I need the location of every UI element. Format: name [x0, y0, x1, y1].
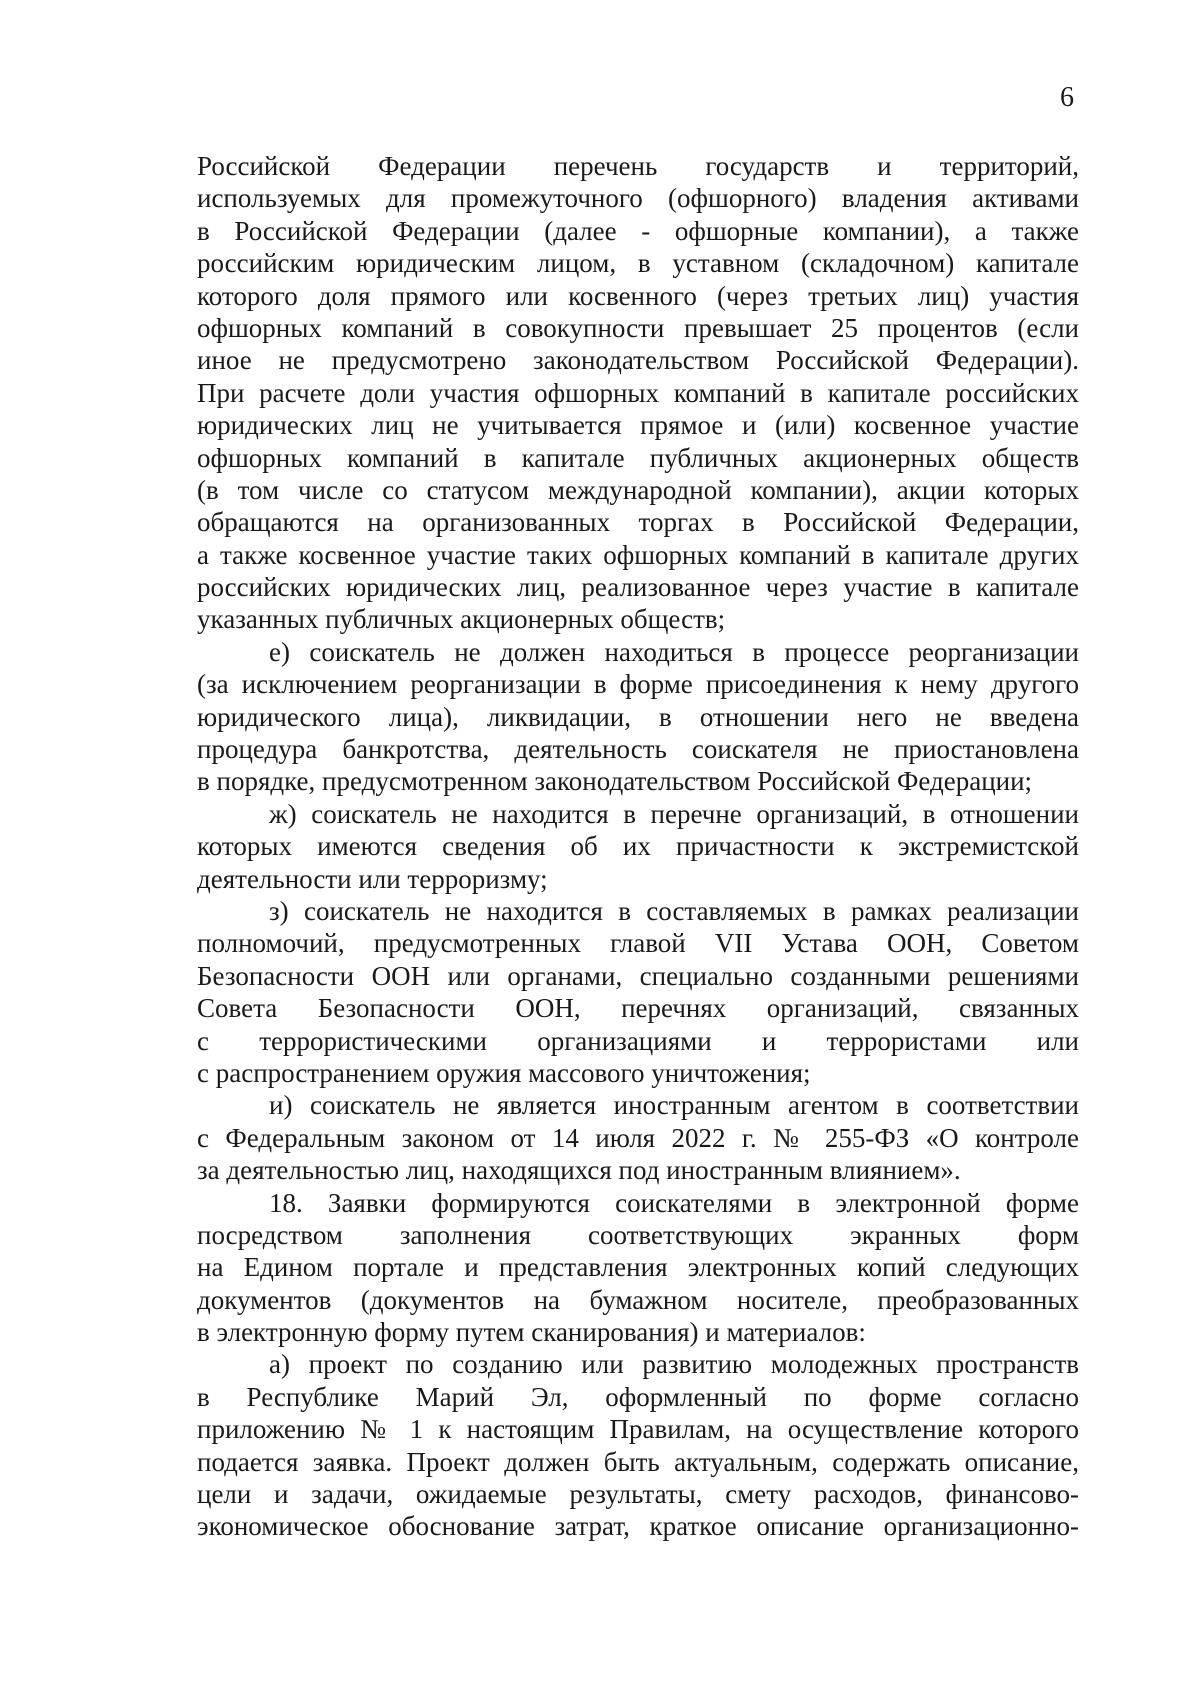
text-line: обращаются на организованных торгах в Российской Федерации, — [197, 507, 1079, 538]
text-line: которых имеются сведения об их причастности к экстремистской — [197, 831, 1079, 862]
text-line: полномочий, предусмотренных главой VII Устава ООН, Советом — [197, 928, 1079, 959]
text-line: подается заявка. Проект должен быть актуальным, содержать описание, — [197, 1446, 1079, 1477]
page-number: 6 — [1060, 82, 1074, 113]
text-line: российским юридическим лицом, в уставном (складочном) капитале — [197, 248, 1079, 279]
text-line: процедура банкротства, деятельность соискателя не приостановлена — [197, 734, 1079, 765]
text-line: а также косвенное участие таких офшорных компаний в капитале других — [197, 539, 1079, 570]
text-line: посредством заполнения соответствующих экранных форм — [197, 1219, 1079, 1250]
text-line: на Едином портале и представления электронных копий следующих — [197, 1252, 1079, 1283]
text-line: российских юридических лиц, реализованное через участие в капитале — [197, 572, 1079, 603]
text-line: (за исключением реорганизации в форме присоединения к нему другого — [197, 669, 1079, 700]
text-line: юридических лиц не учитывается прямое и (или) косвенное участие — [197, 410, 1079, 441]
text-line: При расчете доли участия офшорных компаний в капитале российских — [197, 377, 1079, 408]
text-line: с Федеральным законом от 14 июля 2022 г. № 255-ФЗ «О контроле — [197, 1122, 1079, 1153]
text-line: (в том числе со статусом международной компании), акции которых — [197, 474, 1079, 505]
text-line: деятельности или терроризму; — [197, 863, 548, 894]
text-line: которого доля прямого или косвенного (через третьих лиц) участия — [197, 280, 1079, 311]
text-line: в Российской Федерации (далее - офшорные компании), а также — [197, 215, 1079, 246]
text-line: в электронную форму путем сканирования) и материалов: — [197, 1317, 866, 1348]
text-line: е) соискатель не должен находиться в процессе реорганизации — [269, 636, 1079, 667]
text-line: цели и задачи, ожидаемые результаты, смету расходов, финансово- — [197, 1479, 1079, 1510]
text-line: юридического лица), ликвидации, в отношении него не введена — [197, 701, 1079, 732]
text-line: а) проект по созданию или развитию молодежных пространств — [269, 1349, 1079, 1380]
text-line: Безопасности ООН или органами, специально созданными решениями — [197, 960, 1079, 991]
text-line: ж) соискатель не находится в перечне организаций, в отношении — [269, 798, 1079, 829]
text-line: с распространением оружия массового уничтожения; — [197, 1057, 811, 1088]
text-line: офшорных компаний в совокупности превышает 25 процентов (если — [197, 312, 1079, 343]
text-line: используемых для промежуточного (офшорного) владения активами — [197, 183, 1079, 214]
text-line: в Республике Марий Эл, оформленный по форме согласно — [197, 1381, 1079, 1412]
text-line: иное не предусмотрено законодательством Российской Федерации). — [197, 345, 1079, 376]
text-line: в порядке, предусмотренном законодательством Российской Федерации; — [197, 766, 1033, 797]
text-line: документов (документов на бумажном носителе, преобразованных — [197, 1284, 1079, 1315]
text-line: Российской Федерации перечень государств и территорий, — [197, 151, 1079, 181]
text-line: приложению № 1 к настоящим Правилам, на осуществление которого — [197, 1414, 1079, 1445]
text-line: и) соискатель не является иностранным агентом в соответствии — [269, 1090, 1079, 1121]
text-line: экономическое обоснование затрат, краткое описание организационно- — [197, 1511, 1079, 1542]
text-line: Совета Безопасности ООН, перечнях организаций, связанных — [197, 993, 1079, 1024]
document-body — [197, 150, 1079, 1543]
text-line: за деятельностью лиц, находящихся под иностранным влиянием». — [197, 1155, 961, 1186]
text-line: з) соискатель не находится в составляемых в рамках реализации — [269, 895, 1079, 926]
text-line: указанных публичных акционерных обществ; — [197, 604, 726, 635]
text-line: с террористическими организациями и террористами или — [197, 1025, 1079, 1056]
text-line: офшорных компаний в капитале публичных акционерных обществ — [197, 442, 1079, 473]
text-line: 18. Заявки формируются соискателями в электронной форме — [269, 1187, 1079, 1218]
